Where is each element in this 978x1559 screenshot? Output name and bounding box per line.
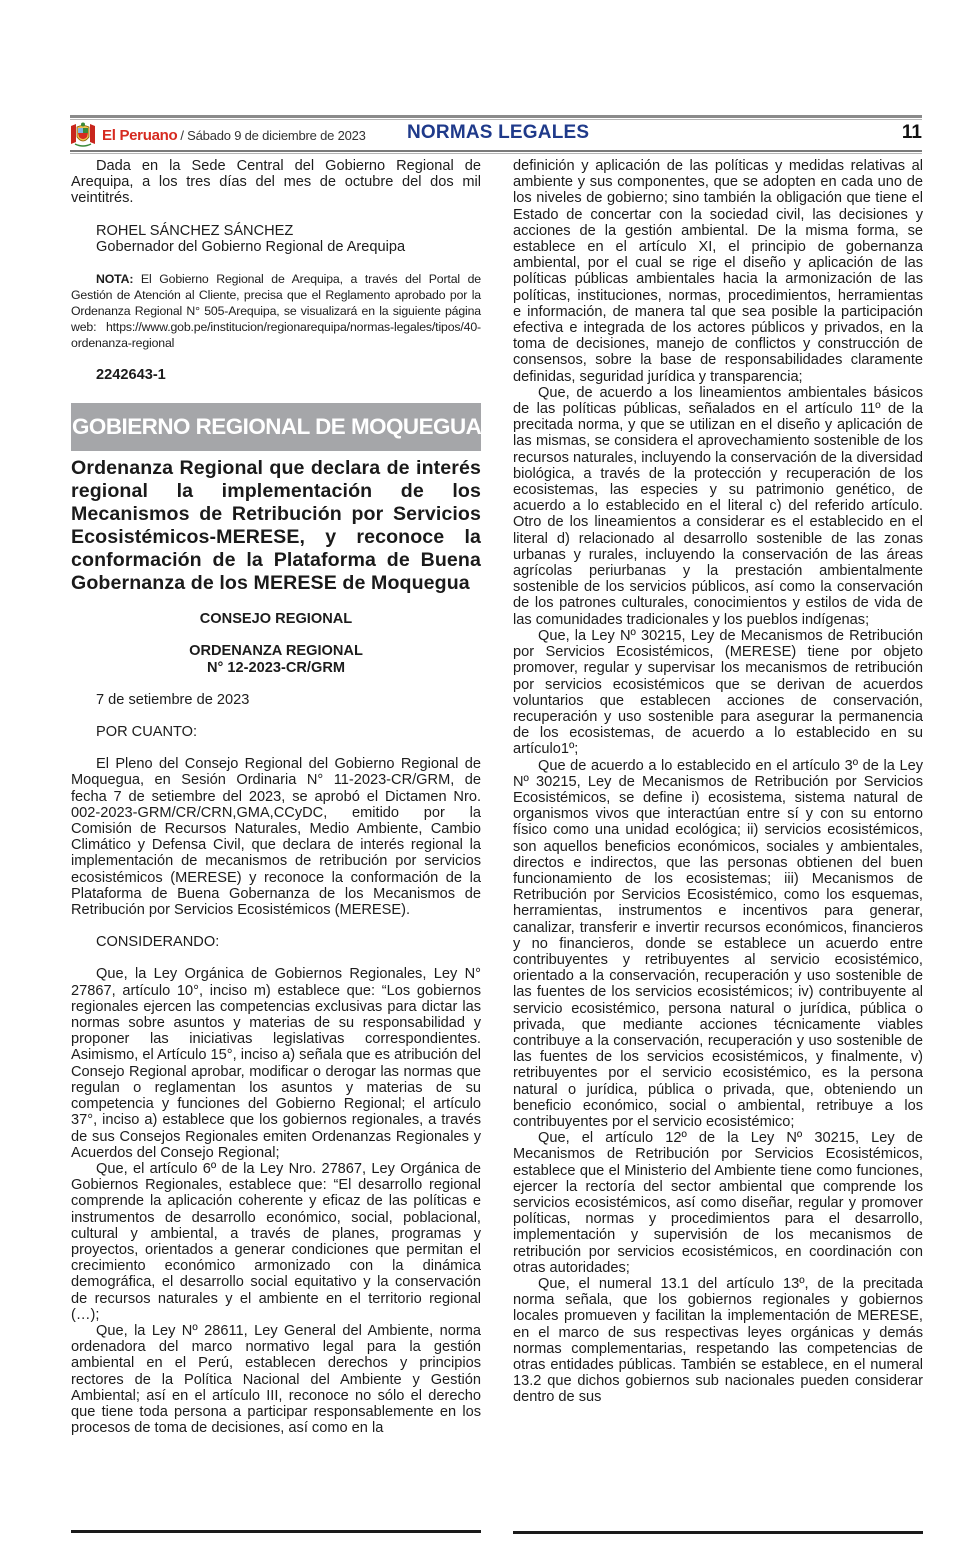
considerando-heading: CONSIDERANDO:: [96, 934, 220, 951]
page-header: [70, 121, 922, 149]
peru-coat-of-arms-icon: [70, 122, 96, 148]
closing-paragraph: Dada en la Sede Central del Gobierno Regional de Arequipa, a los tres días del mes de octubre del dos mil veintitrés.: [71, 158, 481, 207]
header-bottom-rule-thin: [70, 153, 922, 154]
header-top-rule-thin: [70, 119, 922, 120]
considerando-paragraph: Que, el artículo 12º de la Ley Nº 30215, Ley de Mecanismos de Retribución por Servicios Ecosistémicos, establece que el Ministerio del Ambiente tiene como funciones, ejercer la rectoría del sector ambiental que comprende los servicios ecosistémicos, así como diseñar, regular y promover políticas, normas y procedimientos para el desarrollo, implementación y supervisión de los mecanismos de retribución por servicios ecosistémicos, en coordinación con otras autoridades;: [513, 1130, 923, 1276]
signer-name: ROHEL SÁNCHEZ SÁNCHEZ: [96, 222, 294, 239]
considerando-paragraph: Que, la Ley Nº 30215, Ley de Mecanismos de Retribución por Servicios Ecosistémicos, (MERESE) tiene por objeto promover, regular y supervisar los mecanismos de retribución por servicios ecosistémicos que se derivan de acuerdos voluntarios que establecen acciones de conservación, recuperación y uso sostenible para asegurar la permanencia de los ecosistemas, de acuerdo a lo establecido en su artículo1º;: [513, 627, 923, 758]
note-paragraph: [71, 271, 481, 351]
page-number: 11: [901, 122, 922, 143]
entity-banner: GOBIERNO REGIONAL DE MOQUEGUA: [71, 403, 481, 451]
document-type: ORDENANZA REGIONAL: [189, 643, 363, 660]
continuation-paragraph: definición y aplicación de las políticas y medidas relativas al ambiente y sus componentes, que se adopten en cada uno de los niveles de gobierno; sino también la obligación que tiene el Estado de concertar con la sociedad civil, las decisiones y acciones de la gestión ambiental. De la misma forma, se establece en el artículo XI, el principio de gobernanza ambiental, por el cual se rige el diseño y aplicación de las políticas públicas ambientales hacia la armonización de las políticas, instituciones, normas, procedimientos, herramientas e información, de manera tal que sea posible la participación efectiva e integrada de los actores públicos y privados, en la toma de decisiones, manejo de conflictos y construcción de consensos, sobre la base de responsabilidades claramente definidas, seguridad jurídica y transparencia;: [513, 158, 923, 385]
section-title: NORMAS LEGALES: [407, 122, 590, 143]
newspaper-brand: El Peruano: [102, 126, 178, 144]
issuer-heading: CONSEJO REGIONAL: [199, 611, 353, 628]
footer-rule-right: [513, 1531, 923, 1534]
publication-code: 2242643-1: [96, 367, 166, 384]
considerando-paragraph: Que, la Ley Orgánica de Gobiernos Regionales, Ley N° 27867, artículo 10°, inciso m) establece que: “Los gobiernos regionales ejercen las competencias exclusivas para dictar las normas sobre asuntos y materias de su responsabilidad y proponer las iniciativas legislativas correspondientes. Asimismo, el Artículo 15°, inciso a) señala que es atribución del Consejo Regional aprobar, modificar o derogar las normas que regulan o reglamentan los asuntos y materias de su competencia y funciones del Gobierno Regional; el artículo 37°, inciso a) establece que los gobiernos regionales, a través de sus Consejos Regionales emiten Ordenanzas Regionales y Acuerdos del Consejo Regional;: [71, 966, 481, 1161]
note-label: NOTA:: [96, 272, 134, 287]
header-bottom-rule: [70, 150, 922, 152]
ordinance-date: 7 de setiembre de 2023: [96, 691, 250, 708]
document-number: N° 12-2023-CR/GRM: [206, 659, 346, 676]
por-cuanto-heading: POR CUANTO:: [96, 724, 198, 741]
signer-title: Gobernador del Gobierno Regional de Arequipa: [96, 238, 406, 255]
considerando-paragraph: Que, la Ley Nº 28611, Ley General del Ambiente, norma ordenadora del marco normativo legal para la gestión ambiental en el Perú, establecen derechos y principios rectores de la Política Nacional del Ambiente y Gestión Ambiental; así en el artículo III, reconoce no sólo el derecho que tiene toda persona a participar responsablemente en los procesos de toma de decisiones, así como en la: [71, 1322, 481, 1437]
footer-rule-left: [71, 1530, 481, 1533]
ordinance-title: Ordenanza Regional que declara de interés regional la implementación de los Mecanismos de Retribución por Servicios Ecosistémicos-MERESE, y reconoce la conformación de la Plataforma de Buena Gobernanza de los MERESE de Moquegua: [71, 457, 481, 595]
considerando-paragraph: Que de acuerdo a lo establecido en el artículo 3º de la Ley Nº 30215, Ley de Mecanismos de Retribución por Servicios Ecosistémicos, se define i) ecosistema, sistema natural de organismos vivos que interactúan entre sí y con su entorno físico como una unidad ecológica; ii) servicios ecosistémicos, son aquellos beneficios económicos, sociales y ambientales, directos e indirectos, que las personas obtienen del buen funcionamiento de los ecosistemas; iii) Mecanismos de Retribución por Servicios Ecosistémico, como los esquemas, herramientas, instrumentos e incentivos para generar, canalizar, transferir e invertir recursos económicos, financieros y no financieros, donde se establece un acuerdo entre contribuyentes y retribuyentes al servicio ecosistémico, orientado a la conservación, recuperación y uso sostenible de las fuentes de los servicios ecosistémicos; iv) contribuyente al servicio ecosistémico, persona natural o jurídica, pública o privada, que mediante acciones técnicamente viables contribuye a la conservación, recuperación y uso sostenible de las fuentes de los servicios ecosistémicos, y finalmente, v) retribuyentes por el servicio ecosistémico, es la persona natural o jurídica, pública o privada, que, obteniendo un beneficio económico, social o ambiental, retribuye a los contribuyentes por el servicio ecosistémico;: [513, 757, 923, 1130]
right-column: [513, 158, 923, 1406]
considerando-paragraph: Que, de acuerdo a los lineamientos ambientales básicos de las políticas públicas, señalados en el artículo 11º de la precitada norma, y que se utilizan en el diseño y aplicación de las mismas, se considera el aprovechamiento sostenible de los recursos naturales, incluyendo la conservación de la diversidad biológica, a través de la protección y recuperación de los ecosistemas, las especies y su patrimonio genético, de acuerdo a lo establecido en el literal c) del referido artículo. Otro de los lineamientos a considerar es el establecido en el literal d) relacionado al desarrollo sostenible de las zonas urbanas y rurales, incluyendo la conservación de las áreas agrícolas periurbanas y la prestación ambientalmente sostenible de los servicios públicos, así como la conservación de los patrones culturales, conocimientos y estilos de vida de las comunidades tradicionales y los pueblos indígenas;: [513, 384, 923, 628]
left-column: [71, 158, 481, 1436]
header-top-rule: [70, 115, 922, 118]
pleno-paragraph: El Pleno del Consejo Regional del Gobierno Regional de Moquegua, en Sesión Ordinaria N° 11-2023-CR/GRM, de fecha 7 de setiembre del 2023, se aprobó el Dictamen Nro. 002-2023-GRM/CR/CRN,GMA,CCyDC, emitido por la Comisión de Recursos Naturales, Medio Ambiente, Cambio Climático y Defensa Civil, que declara de interés regional la implementación de mecanismos de retribución por servicios ecosistémicos (MERESE) y reconoce la conformación de la Plataforma de Buena Gobernanza de los Mecanismos de Retribución por Servicios Ecosistémicos (MERESE).: [71, 756, 481, 919]
considerando-paragraph: Que, el numeral 13.1 del artículo 13º, de la precitada norma señala, que los gobiernos regionales y gobiernos locales promueven y facilitan la implementación de MERESE, en el marco de sus respectivas leyes orgánicas y demás normas complementarias, respetando las competencias de otras entidades públicas. También se establece, en el numeral 13.2 que dichos gobiernos sub nacionales pueden considerar dentro de sus: [513, 1276, 923, 1406]
note-text: El Gobierno Regional de Arequipa, a través del Portal de Gestión de Atención al Cliente, precisa que el Reglamento aprobado por la Ordenanza Regional N° 505-Arequipa, se visualizará en la siguiente página web: https://www.gob.pe/institucion/regionarequipa/normas-legales/tipos/40-ordenanza-regional: [71, 272, 481, 351]
considerando-paragraph: Que, el artículo 6º de la Ley Nro. 27867, Ley Orgánica de Gobiernos Regionales, establece que: “El desarrollo regional comprende la aplicación coherente y eficaz de las políticas e instrumentos de desarrollo económico, social, poblacional, cultural y ambiental, a través de planes, programas y proyectos, orientados a generar condiciones que permitan el crecimiento económico armonizado con la dinámica demográfica, el desarrollo social equitativo y la conservación de recursos naturales y el ambiente en el territorio regional (…);: [71, 1160, 481, 1323]
issue-date: / Sábado 9 de diciembre de 2023: [180, 127, 366, 143]
